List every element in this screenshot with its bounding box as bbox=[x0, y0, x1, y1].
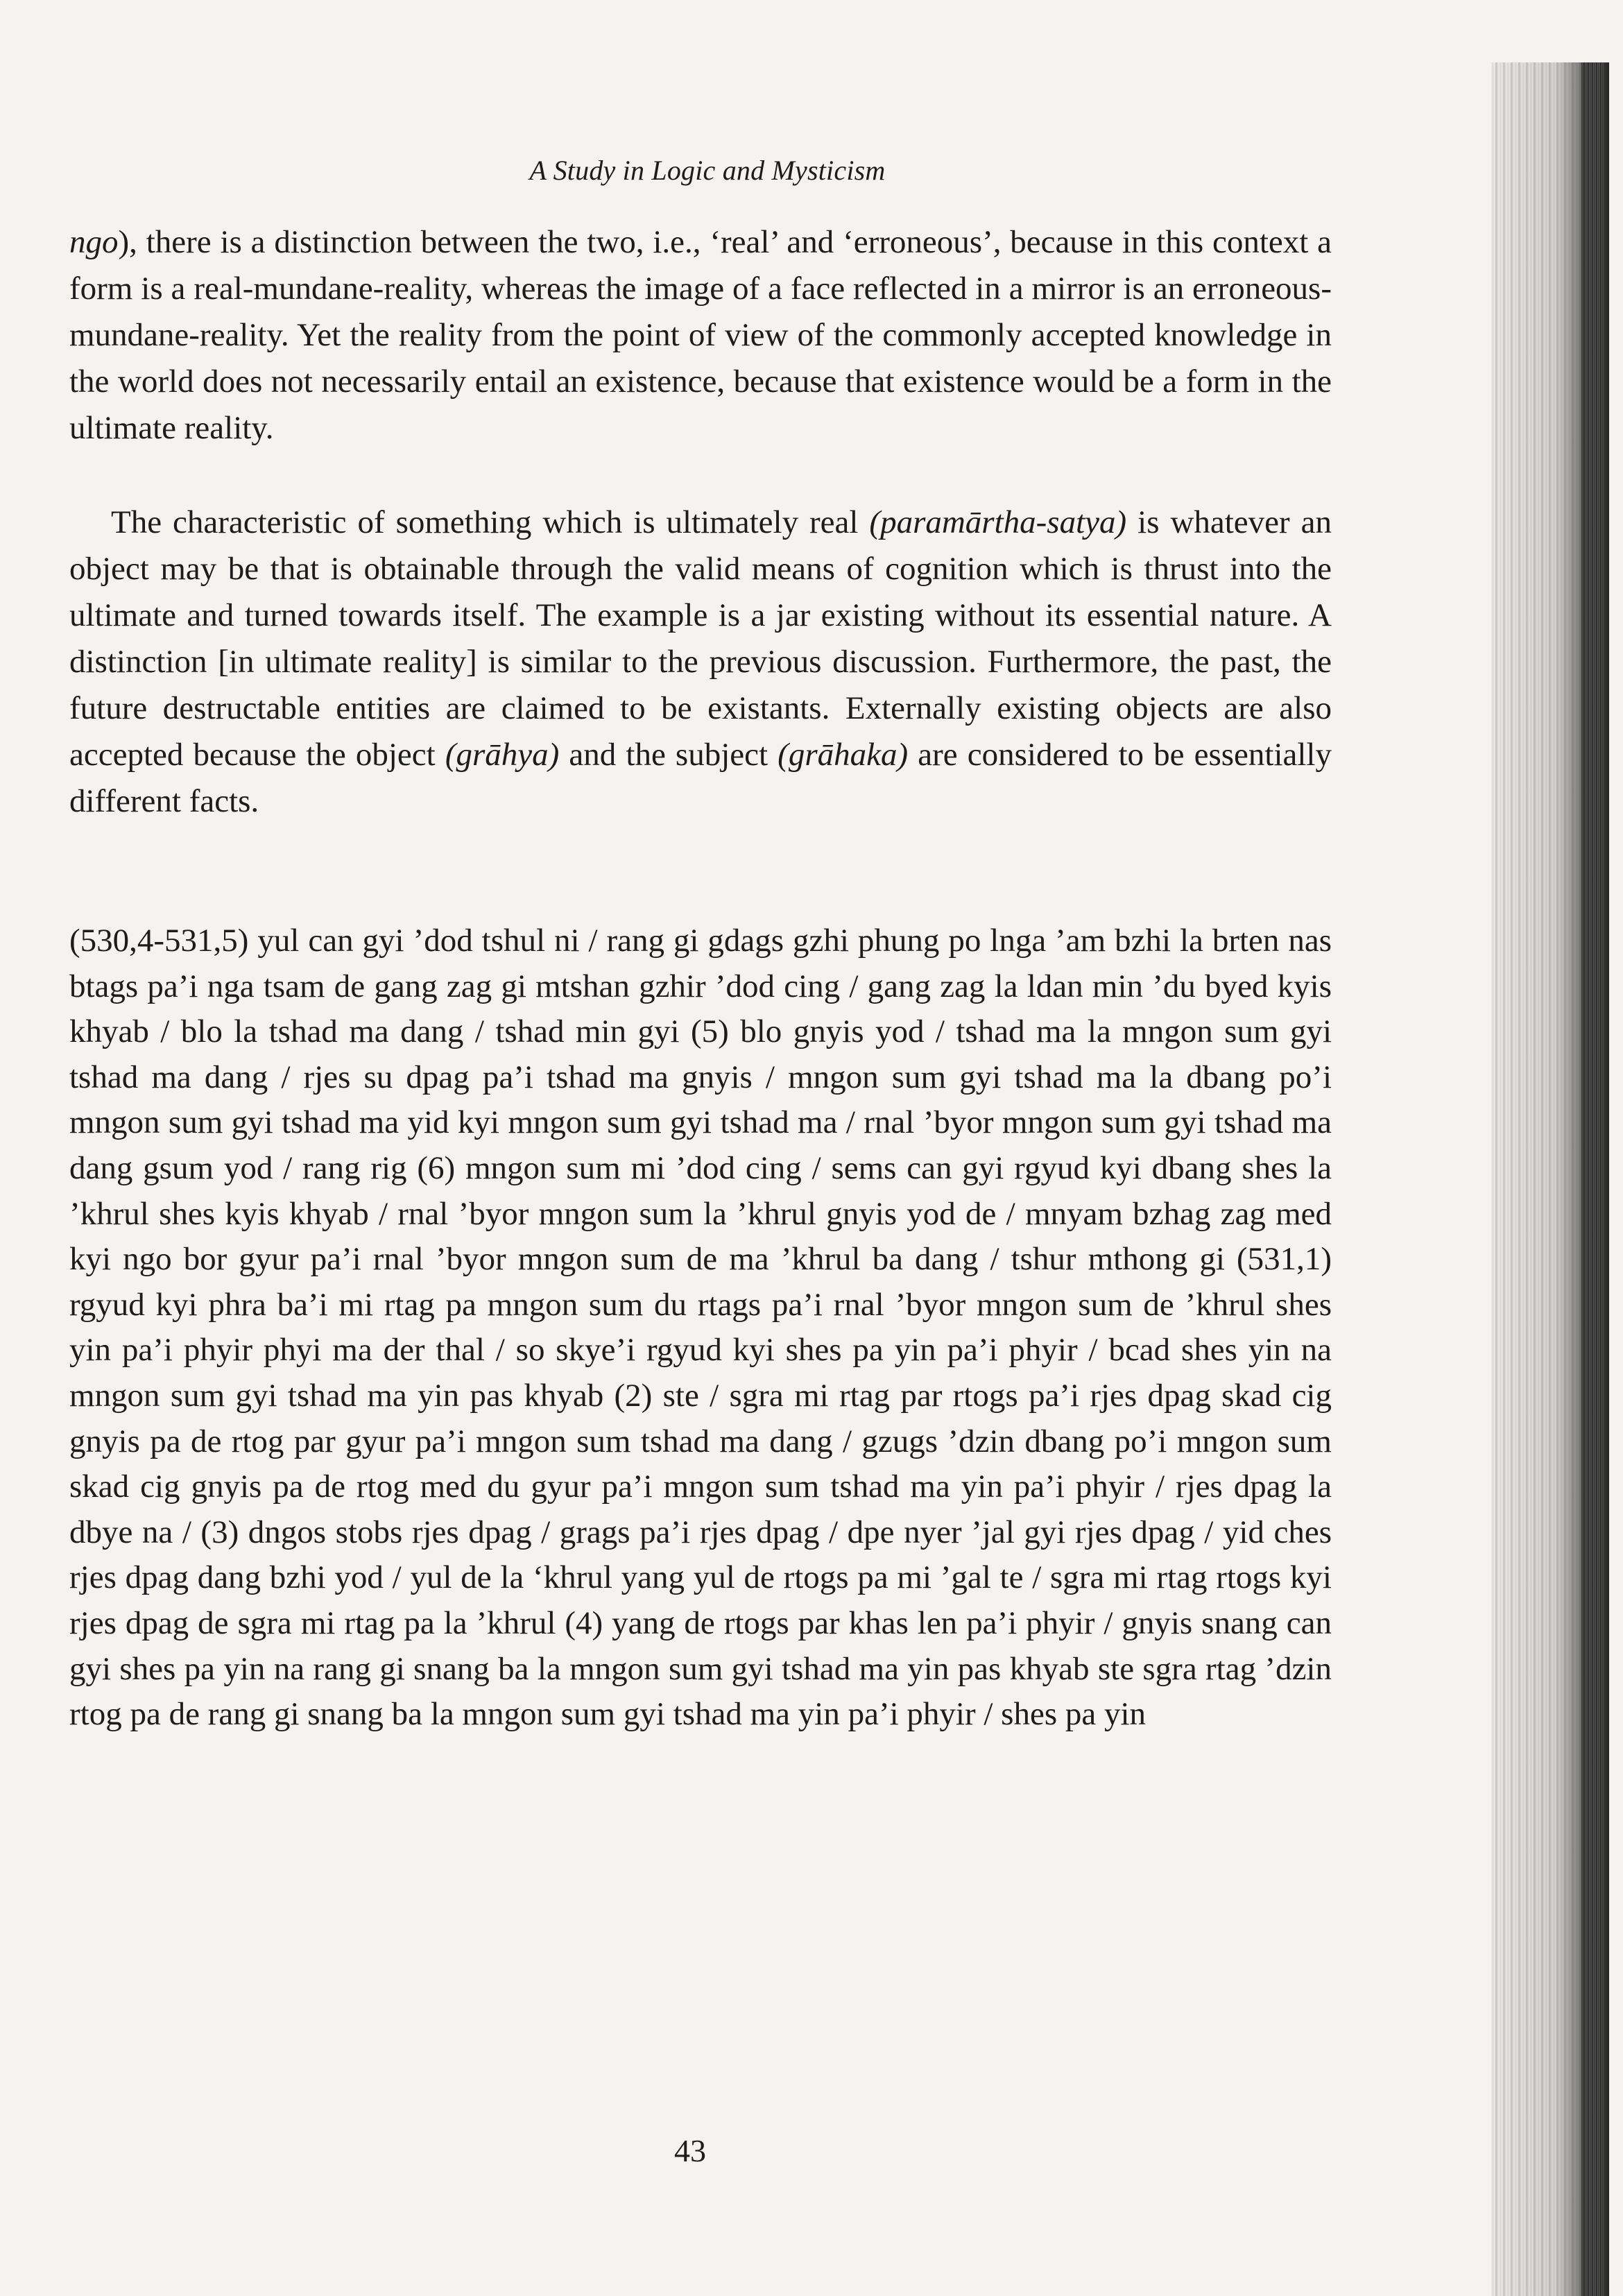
paragraph-1 bbox=[69, 219, 1332, 452]
italic-term: (grāhaka) bbox=[778, 737, 909, 773]
page-number: 43 bbox=[674, 2133, 706, 2168]
paragraph-text: are considered to be essentially different facts. bbox=[69, 737, 1332, 819]
paragraph-text: and the subject bbox=[559, 737, 778, 773]
tibetan-transliteration-passage bbox=[69, 918, 1332, 1738]
paragraph-2 bbox=[69, 499, 1332, 825]
italic-term: ngo bbox=[69, 224, 119, 260]
italic-term: (grāhya) bbox=[445, 737, 560, 773]
paragraph-text: is whatever an object may be that is obtainable through the valid means of cognition which is thrust into the ultimate and turned towards itself. The example is a jar existing without its essential nature. A distinction [in ultimate reality] is similar to the previous discussion. Furthermore, the past, the future destructable entities are claimed to be existants. Externally existing objects are also accepted because the object bbox=[69, 504, 1332, 773]
running-title: A Study in Logic and Mysticism bbox=[529, 155, 886, 186]
binding-edge bbox=[1581, 62, 1604, 2296]
paragraph-text: (530,4-531,5) yul can gyi ’dod tshul ni / rang gi gdags gzhi phung po lnga ’am bzhi la brten nas btags pa’i nga tsam de gang zag gi mtshan gzhir ’dod cing / gang zag la ldan min ’du byed kyis khyab / blo la tshad ma dang / tshad min gyi (5) blo gnyis yod / tshad ma la mngon sum gyi tshad ma dang / rjes su dpag pa’i tshad ma gnyis / mngon sum gyi tshad ma la dbang po’i mngon sum gyi tshad ma yid kyi mngon sum gyi tshad ma / rnal ’byor mngon sum gyi tshad ma dang gsum yod / rang rig (6) mngon sum mi ’dod cing / sems can gyi rgyud kyi dbang shes la ’khrul shes kyis khyab / rnal ’byor mngon sum la ’khrul gnyis yod de / mnyam bzhag zag med kyi ngo bor gyur pa’i rnal ’byor mngon sum de ma ’khrul ba dang / tshur mthong gi (531,1) rgyud kyi phra ba’i mi rtag pa mngon sum du rtags pa’i rnal ’byor mngon sum de ’khrul shes yin pa’i phyir phyi ma der thal / so skye’i rgyud kyi shes pa yin pa’i phyir / bcad shes yin na mngon sum gyi tshad ma yin pas khyab (2) ste / sgra mi rtag par rtogs pa’i rjes dpag skad cig gnyis pa de rtog par gyur pa’i mngon sum tshad ma dang / gzugs ’dzin dbang po’i mngon sum skad cig gnyis pa de rtog med du gyur pa’i mngon sum tshad ma yin pa’i phyir / rjes dpag la dbye na / (3) dngos stobs rjes dpag / grags pa’i rjes dpag / dpe nyer ’jal gyi rjes dpag / yid ches rjes dpag dang bzhi yod / yul de la ‘khrul yang yul de rtogs pa mi ’gal te / sgra mi rtag rtogs kyi rjes dpag de sgra mi rtag pa la ’khrul (4) yang de rtogs par khas len pa’i phyir / gnyis snang can gyi shes pa yin na rang gi snang ba la mngon sum gyi tshad ma yin pas khyab ste sgra rtag ’dzin rtog pa de rang gi snang ba la mngon sum gyi tshad ma yin pa’i phyir / shes pa yin bbox=[69, 923, 1332, 1733]
paragraph-text: The characteristic of something which is ultimately real bbox=[111, 504, 870, 540]
paragraph-text: ), there is a distinction between the two, i.e., ‘real’ and ‘erroneous’, because in this context a form is a real-mundane-reality, whereas the image of a face reflected in a mirror is an erroneous-mundane-reality. Yet the reality from the point of view of the commonly accepted knowledge in the world does not necessarily entail an existence, because that existence would be a form in the ultimate reality. bbox=[69, 224, 1332, 446]
italic-term: (paramārtha-satya) bbox=[869, 504, 1127, 540]
